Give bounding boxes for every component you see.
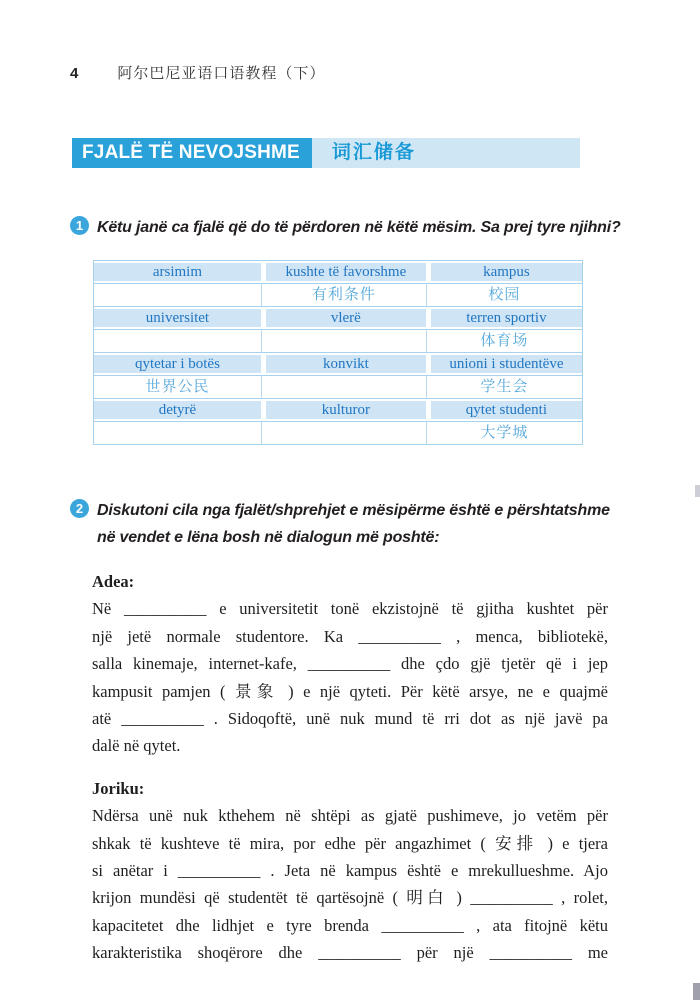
- exercise-2-number-badge: 2: [70, 499, 89, 518]
- vocab-table-cell: kampus: [426, 261, 582, 283]
- vocab-table-cell: 校园: [426, 284, 582, 306]
- scan-artifact-bottom: [693, 983, 700, 1000]
- speaker-name: Joriku:: [92, 778, 145, 798]
- exercise-1: [70, 214, 630, 241]
- vocab-table-cell: [94, 330, 261, 352]
- vocab-table-cell: universitet: [94, 307, 261, 329]
- vocab-table-cell: [261, 376, 426, 398]
- exercise-1-number-badge: 1: [70, 216, 89, 235]
- dialog-line: kapacitetet dhe lidhjet e tyre brenda __________ , ata fitojnë këtu: [92, 915, 608, 935]
- vocab-table-row: [94, 422, 582, 444]
- vocab-table-row: [94, 330, 582, 353]
- vocab-table-cell: unioni i studentëve: [426, 353, 582, 375]
- vocab-table: [93, 260, 583, 445]
- speaker-name: Adea:: [92, 572, 135, 591]
- vocab-table-cell: konvikt: [261, 353, 426, 375]
- section-title-chinese: 词汇储备: [331, 142, 416, 163]
- vocab-table-cell: vlerë: [261, 307, 426, 329]
- exercise-1-prompt: Këtu janë ca fjalë që do të përdoren në këtë mësim. Sa prej tyre njihni?: [97, 219, 621, 236]
- dialog-line: salla kinemaje, internet-kafe, __________ dhe çdo gjë tjetër që i jep: [92, 654, 608, 674]
- vocab-table-row: [94, 399, 582, 422]
- dialog-line: karakteristika shoqërore dhe __________ për një __________ me: [92, 943, 608, 963]
- exercise-2: [70, 497, 640, 551]
- page-number: 4: [70, 65, 79, 82]
- vocab-table-cell: arsimim: [94, 261, 261, 283]
- vocab-table-cell: 学生会: [426, 376, 582, 398]
- dialog-line: atë __________ . Sidoqoftë, unë nuk mund të rri dot as një javë pa: [92, 709, 608, 729]
- vocab-table-cell: detyrë: [94, 399, 261, 421]
- section-title-bar: [72, 138, 580, 168]
- vocab-table-cell: [94, 422, 261, 444]
- book-title: 阿尔巴尼亚语口语教程（下）: [117, 65, 326, 82]
- dialog-line: shkak të kushteve të mira, por edhe për angazhimet ( 安排 ) e tjera: [92, 833, 608, 853]
- dialog-line: dalë në qytet.: [92, 736, 181, 756]
- vocab-table-cell: kushte të favorshme: [261, 261, 426, 283]
- scan-artifact-top: [695, 485, 700, 497]
- dialog-speech-block: [92, 568, 608, 760]
- vocab-table-row: [94, 376, 582, 399]
- dialog-line: krijon mundësi që studentët të qartësojnë ( 明白 ) __________ , rolet,: [92, 888, 608, 908]
- dialog-line: si anëtar i __________ . Jeta në kampus është e mrekullueshme. Ajo: [92, 861, 608, 881]
- vocab-table-cell: [261, 422, 426, 444]
- dialog-line: kampusit pamjen ( 景象 ) e një qyteti. Për këtë arsye, ne e quajmë: [92, 681, 608, 701]
- vocab-table-cell: 世界公民: [145, 379, 210, 395]
- section-title-albanian: FJALË TË NEVOJSHME: [72, 138, 312, 168]
- vocab-table-cell: terren sportiv: [426, 307, 582, 329]
- dialog-line: Në __________ e universitetit tonë ekzistojnë të gjitha kushtet për: [92, 599, 608, 619]
- dialog-line: Ndërsa unë nuk kthehem në shtëpi as gjatë pushimeve, jo vetëm për: [92, 806, 608, 826]
- vocab-table-cell: 有利条件: [261, 284, 426, 306]
- dialog-line: një jetë normale studentore. Ka __________ , menca, bibliotekë,: [92, 626, 608, 646]
- vocab-table-cell: 大学城: [426, 422, 582, 444]
- exercise-2-prompt-line-1: Diskutoni cila nga fjalët/shprehjet e mësipërme është e përshtatshme: [97, 502, 610, 519]
- vocab-table-cell: [261, 330, 426, 352]
- running-head: [70, 62, 325, 83]
- vocab-table-row: [94, 353, 582, 376]
- exercise-2-prompt-line-2: në vendet e lëna bosh në dialogun më poshtë:: [97, 529, 440, 546]
- vocab-table-cell: kulturor: [261, 399, 426, 421]
- dialog-speech-block: [92, 775, 608, 967]
- vocab-table-cell: [94, 284, 261, 306]
- exercise-2-prompt: [97, 497, 610, 551]
- dialog: [92, 568, 608, 967]
- vocab-table-row: [94, 261, 582, 284]
- vocab-table-row: [94, 307, 582, 330]
- vocab-table-cell: 体育场: [426, 330, 582, 352]
- vocab-table-cell: qytetar i botës: [94, 353, 261, 375]
- vocab-table-row: [94, 284, 582, 307]
- vocab-table-cell: qytet studenti: [426, 399, 582, 421]
